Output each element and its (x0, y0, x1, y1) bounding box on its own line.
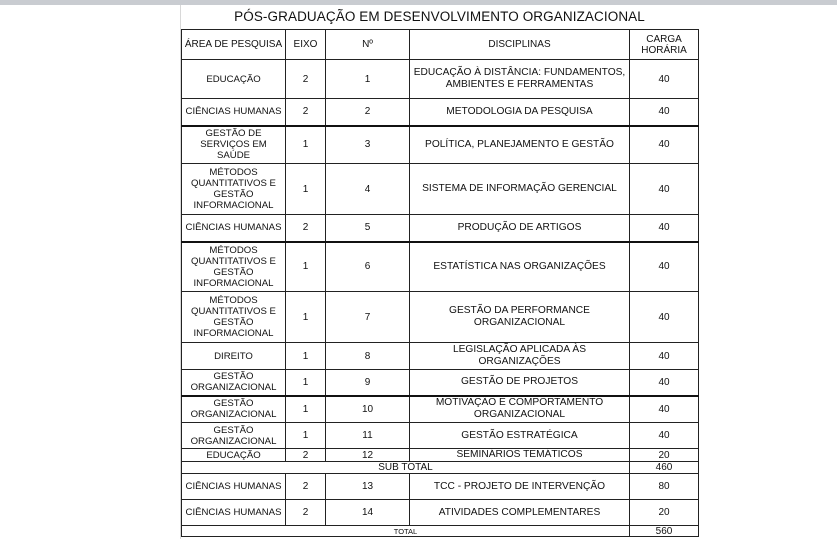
cell-eixo: 1 (286, 292, 326, 343)
cell-disciplina: EDUCAÇÃO À DISTÂNCIA: FUNDAMENTOS, AMBIENTES E FERRAMENTAS (410, 60, 630, 99)
table-row (182, 242, 699, 292)
cell-area: EDUCAÇÃO (182, 449, 286, 462)
cell-eixo: 2 (286, 215, 326, 242)
cell-area: GESTÃO ORGANIZACIONAL (182, 396, 286, 423)
cell-area: GESTÃO DE SERVIÇOS EM SAÚDE (182, 126, 286, 164)
cell-carga: 40 (630, 370, 699, 396)
cell-disciplina: PRODUÇÃO DE ARTIGOS (410, 215, 630, 242)
cell-disciplina: ATIVIDADES COMPLEMENTARES (410, 500, 630, 526)
document-page (180, 5, 698, 539)
table-row (182, 500, 699, 526)
table-row (182, 164, 699, 215)
total-row (182, 526, 699, 537)
table-row (182, 423, 699, 449)
cell-area: GESTÃO ORGANIZACIONAL (182, 370, 286, 396)
cell-carga: 40 (630, 60, 699, 99)
cell-disciplina: MOTIVAÇÃO E COMPORTAMENTO ORGANIZACIONAL (410, 396, 630, 423)
cell-disciplina: METODOLOGIA DA PESQUISA (410, 99, 630, 126)
cell-area: CIÊNCIAS HUMANAS (182, 215, 286, 242)
cell-num: 13 (326, 474, 410, 500)
header-num: Nº (326, 30, 410, 60)
curriculum-table (181, 29, 699, 537)
cell-carga: 40 (630, 164, 699, 215)
cell-num: 7 (326, 292, 410, 343)
cell-eixo: 1 (286, 370, 326, 396)
cell-num: 10 (326, 396, 410, 423)
cell-num: 14 (326, 500, 410, 526)
cell-eixo: 2 (286, 500, 326, 526)
cell-num: 8 (326, 343, 410, 370)
cell-num: 4 (326, 164, 410, 215)
cell-eixo: 1 (286, 164, 326, 215)
cell-area: MÉTODOS QUANTITATIVOS E GESTÃO INFORMACIONAL (182, 242, 286, 292)
cell-area: DIREITO (182, 343, 286, 370)
cell-area: CIÊNCIAS HUMANAS (182, 99, 286, 126)
table-row (182, 292, 699, 343)
cell-disciplina: GESTÃO DE PROJETOS (410, 370, 630, 396)
cell-num: 2 (326, 99, 410, 126)
table-row (182, 474, 699, 500)
table-row (182, 126, 699, 164)
page-title: PÓS-GRADUAÇÃO EM DESENVOLVIMENTO ORGANIZACIONAL (234, 9, 645, 24)
cell-eixo: 2 (286, 474, 326, 500)
table-row (182, 449, 699, 462)
table-row (182, 99, 699, 126)
cell-disciplina: GESTÃO ESTRATÉGICA (410, 423, 630, 449)
cell-disciplina: POLÍTICA, PLANEJAMENTO E GESTÃO (410, 126, 630, 164)
cell-area: MÉTODOS QUANTITATIVOS E GESTÃO INFORMACIONAL (182, 292, 286, 343)
header-row (182, 30, 699, 60)
table-row (182, 343, 699, 370)
table-row (182, 396, 699, 423)
cell-num: 5 (326, 215, 410, 242)
cell-area: EDUCAÇÃO (182, 60, 286, 99)
header-carga: CARGA HORÁRIA (630, 30, 699, 60)
cell-disciplina: GESTÃO DA PERFORMANCE ORGANIZACIONAL (410, 292, 630, 343)
cell-carga: 40 (630, 396, 699, 423)
header-disciplinas: DISCIPLINAS (410, 30, 630, 60)
cell-carga: 40 (630, 343, 699, 370)
cell-carga: 40 (630, 215, 699, 242)
cell-num: 12 (326, 449, 410, 462)
cell-eixo: 1 (286, 396, 326, 423)
cell-carga: 20 (630, 500, 699, 526)
cell-num: 9 (326, 370, 410, 396)
header-area: ÁREA DE PESQUISA (182, 30, 286, 60)
cell-disciplina: SISTEMA DE INFORMAÇÃO GERENCIAL (410, 164, 630, 215)
subtotal-label: SUB TOTAL (182, 462, 630, 474)
table-row (182, 215, 699, 242)
cell-disciplina: TCC - PROJETO DE INTERVENÇÃO (410, 474, 630, 500)
cell-carga: 20 (630, 449, 699, 462)
cell-eixo: 1 (286, 423, 326, 449)
cell-disciplina: ESTATÍSTICA NAS ORGANIZAÇÕES (410, 242, 630, 292)
cell-carga: 40 (630, 242, 699, 292)
table-row (182, 370, 699, 396)
cell-eixo: 2 (286, 60, 326, 99)
table-row (182, 60, 699, 99)
cell-carga: 80 (630, 474, 699, 500)
subtotal-row (182, 462, 699, 474)
cell-eixo: 1 (286, 126, 326, 164)
header-eixo: EIXO (286, 30, 326, 60)
cell-eixo: 2 (286, 99, 326, 126)
cell-eixo: 1 (286, 242, 326, 292)
cell-eixo: 1 (286, 343, 326, 370)
cell-carga: 40 (630, 292, 699, 343)
cell-eixo: 2 (286, 449, 326, 462)
total-label: TOTAL (182, 526, 630, 537)
cell-carga: 40 (630, 99, 699, 126)
cell-disciplina: SEMINÁRIOS TEMÁTICOS (410, 449, 630, 462)
cell-num: 11 (326, 423, 410, 449)
cell-num: 3 (326, 126, 410, 164)
cell-num: 1 (326, 60, 410, 99)
subtotal-value: 460 (630, 462, 699, 474)
cell-carga: 40 (630, 126, 699, 164)
cell-area: MÉTODOS QUANTITATIVOS E GESTÃO INFORMACIONAL (182, 164, 286, 215)
cell-area: GESTÃO ORGANIZACIONAL (182, 423, 286, 449)
total-value: 560 (630, 526, 699, 537)
cell-disciplina: LEGISLAÇÃO APLICADA ÀS ORGANIZAÇÕES (410, 343, 630, 370)
cell-area: CIÊNCIAS HUMANAS (182, 500, 286, 526)
cell-num: 6 (326, 242, 410, 292)
cell-area: CIÊNCIAS HUMANAS (182, 474, 286, 500)
cell-carga: 40 (630, 423, 699, 449)
